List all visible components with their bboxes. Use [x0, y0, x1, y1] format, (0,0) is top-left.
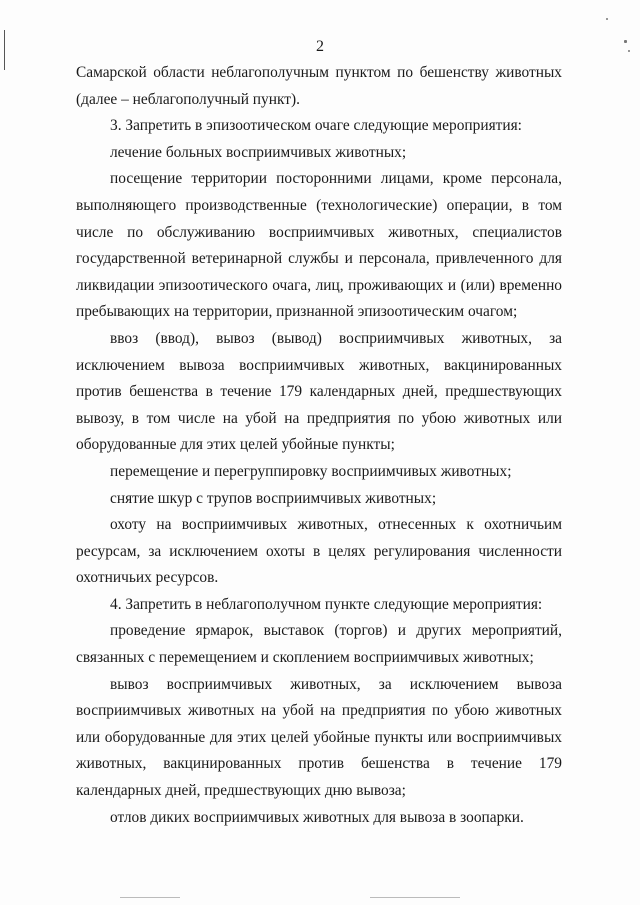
paragraph-import-export: ввоз (ввод), вывоз (вывод) восприимчивых животных, за исключением вывоза восприимчивых животных, вакцинированных против бешенства в течение 179 календарных дней, предшествующих вывозу, в том числе на убой на предприятия по убою животных или оборудованные для этих целей убойные пункты;	[76, 329, 562, 454]
paragraph-capture-wild: отлов диких восприимчивых животных для вывоза в зоопарки.	[110, 808, 524, 826]
paragraph-item-4-heading: 4. Запретить в неблагополучном пункте следующие мероприятия:	[110, 595, 543, 613]
scan-footer-mark	[120, 897, 180, 898]
scan-speck	[606, 18, 608, 20]
scan-footer-mark	[370, 897, 460, 898]
document-body	[76, 60, 562, 831]
page-number: 2	[316, 38, 324, 55]
paragraph-continuation: Самарской области неблагополучным пунктом по бешенству животных (далее – неблагополучный пункт).	[76, 64, 562, 108]
paragraph-export-animals: вывоз восприимчивых животных, за исключением вывоза восприимчивых животных на убой на предприятия по убою животных или оборудованные для этих целей убойные пункты или восприимчивых животных, вакцинированных против бешенства в течение 179 календарных дней, предшествующих дню вывоза;	[76, 675, 562, 800]
paragraph-fairs: проведение ярмарок, выставок (торгов) и других мероприятий, связанных с перемещением и скоплением восприимчивых животных;	[76, 622, 562, 667]
paragraph-item-3-heading: 3. Запретить в эпизоотическом очаге следующие мероприятия:	[110, 117, 522, 135]
paragraph-visiting: посещение территории посторонними лицами, кроме персонала, выполняющего производственные (технологические) операции, в том числе по обслуживанию восприимчивых животных, специалистов государственной ветеринарной службы и персонала, привлеченного для ликвидации эпизоотического очага, лиц, проживающих и (или) временно пребывающих на территории, признанной эпизоотическим очагом;	[76, 170, 562, 321]
paragraph-skinning: снятие шкур с трупов восприимчивых животных;	[110, 489, 437, 507]
paragraph-regrouping: перемещение и перегруппировку восприимчивых животных;	[110, 462, 512, 480]
paragraph-hunting: охоту на восприимчивых животных, отнесенных к охотничьим ресурсам, за исключением охоты в целях регулирования численности охотничьих ресурсов.	[76, 516, 562, 587]
paragraph-treatment: лечение больных восприимчивых животных;	[110, 143, 407, 161]
